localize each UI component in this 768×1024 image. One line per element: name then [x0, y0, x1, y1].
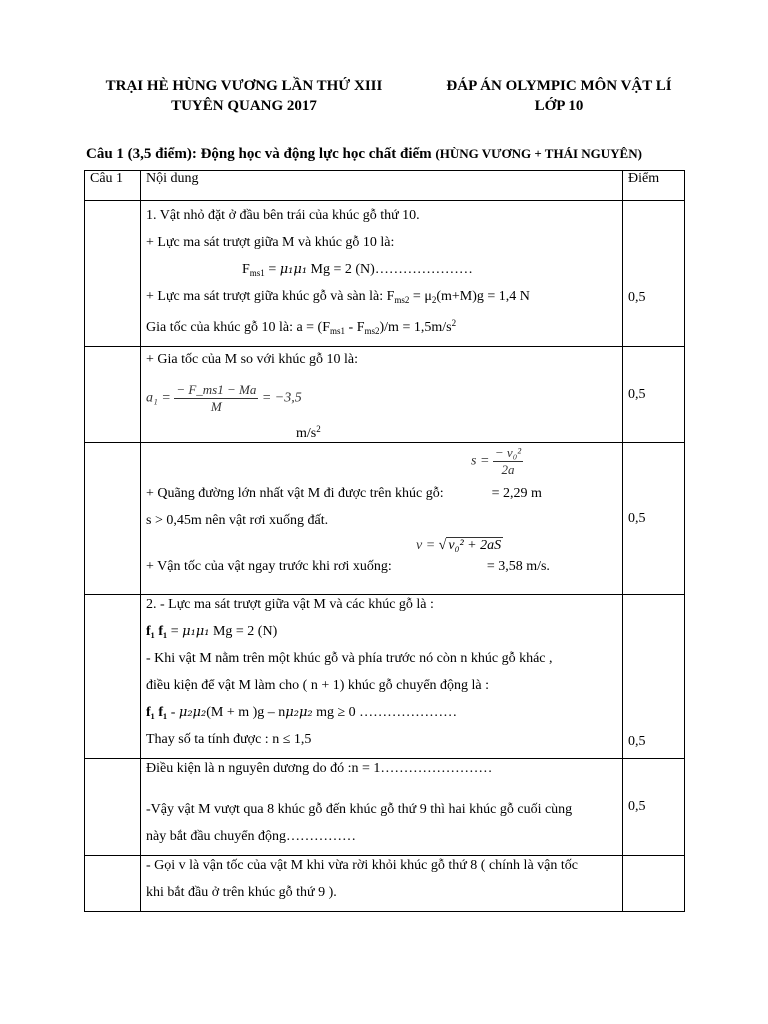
row5-line1: Điều kiện là n nguyên dương do đó :n = 1……………………: [146, 761, 493, 776]
row3-line1-text: + Quãng đường lớn nhất vật M đi được trên khúc gỗ:: [146, 486, 444, 501]
header-cau: Câu 1: [85, 171, 141, 201]
row1-line2: + Lực ma sát trượt giữa M và khúc gỗ 10 là:: [146, 235, 395, 250]
mu2-symbol: μ₂μ₂: [178, 705, 207, 720]
v-formula: [146, 538, 617, 558]
header-left-line2: TUYÊN QUANG 2017: [171, 98, 317, 114]
s-numerator: − v₀²: [494, 445, 522, 460]
row6-line2: khi bắt đầu ở trên khúc gỗ thứ 9 ).: [146, 885, 337, 900]
row2-content: [141, 347, 623, 443]
s-denominator: 2a: [501, 462, 515, 477]
header-diem: Điểm: [623, 171, 685, 201]
row3-content: [141, 443, 623, 595]
eq-sign-2: =: [167, 624, 183, 639]
row4-line6: Thay số ta tính được : n ≤ 1,5: [146, 732, 312, 747]
row4-line5: [146, 704, 617, 731]
row6-content: [141, 856, 623, 912]
row4-score: 0,5: [623, 595, 685, 759]
row1-score: 0,5: [623, 201, 685, 347]
row1-line5-mid: - F: [345, 320, 365, 335]
table-row: [85, 443, 685, 595]
f1-symbol: f₁ f₁: [146, 624, 168, 639]
fms1-symbol: F: [242, 262, 250, 277]
a1-fraction: [174, 382, 258, 415]
header-right-line2: LỚP 10: [534, 98, 584, 114]
f1-symbol-b: f₁ f₁: [146, 705, 168, 720]
s-fraction: [493, 445, 523, 478]
row3-line1: [146, 485, 617, 512]
s-formula: [146, 445, 617, 485]
row1-line4-end: (m+M)g = 1,4 N: [436, 289, 530, 304]
row2-score: 0,5: [623, 347, 685, 443]
row4-line2-rest: Mg = 2 (N): [209, 624, 278, 639]
row4-line2: [146, 623, 617, 650]
mu1-symbol: μ₁μ₁: [182, 624, 210, 639]
row3-line3-text: + Vận tốc của vật ngay trước khi rơi xuống:: [146, 559, 392, 574]
row3-line3-value: = 3,58 m/s.: [486, 559, 550, 574]
row1-line1: 1. Vật nhỏ đặt ở đầu bên trái của khúc gỗ thứ 10.: [146, 208, 420, 223]
row5-content: [141, 759, 623, 856]
sqrt-sign: √: [438, 538, 447, 553]
row1-line4-mid: = μ: [409, 289, 432, 304]
question-heading: [86, 146, 642, 163]
row4-content: [141, 595, 623, 759]
v-radicand: v₀² + 2aS: [448, 538, 502, 553]
row1-line4-text: + Lực ma sát trượt giữa khúc gỗ và sàn là: F: [146, 289, 395, 304]
square-sup: 2: [451, 318, 457, 328]
fms2-sub-b: ms2: [364, 326, 380, 336]
row1-line5-end: )/m = 1,5m/s: [379, 320, 452, 335]
row3-line2: s > 0,45m nên vật rơi xuống đất.: [146, 513, 329, 528]
row4-line1: 2. - Lực ma sát trượt giữa vật M và các khúc gỗ là :: [146, 597, 434, 612]
a1-denominator: M: [210, 399, 222, 414]
row1-line5-text: Gia tốc của khúc gỗ 10 là: a = (F: [146, 320, 331, 335]
fms2-sub: ms2: [394, 295, 410, 305]
header-noi-dung: Nội dung: [141, 171, 623, 201]
question-source: (HÙNG VƯƠNG + THÁI NGUYÊN): [435, 146, 642, 161]
question-title: Câu 1 (3,5 điểm): Động học và động lực học chất điểm: [86, 146, 432, 162]
header-right: [428, 76, 690, 116]
table-row: [85, 759, 685, 856]
a1-lhs: a₁ =: [146, 390, 171, 406]
s-lhs: s =: [471, 453, 490, 469]
row1-line3-rest: Mg = 2 (N)…………………: [307, 262, 473, 277]
fms1-sub-b: ms1: [330, 326, 346, 336]
row4-line3: - Khi vật M nằm trên một khúc gỗ và phía trước nó còn n khúc gỗ khác ,: [146, 651, 553, 666]
answer-table: [84, 170, 685, 912]
v-lhs: v =: [416, 538, 436, 553]
a1-numerator: − F_ms1 − Ma: [176, 382, 257, 397]
table-row: [85, 856, 685, 912]
row4-line5-mid: (M + m )g – n: [206, 705, 286, 720]
table-header-row: [85, 171, 685, 201]
mu2-sub: 2: [431, 295, 437, 305]
row3-line1-value: = 2,29 m: [491, 486, 542, 501]
header-left: [82, 76, 406, 116]
mu2-symbol-b: μ₂μ₂: [285, 705, 313, 720]
row3-line3: [146, 558, 617, 585]
header-right-line1: ĐÁP ÁN OLYMPIC MÔN VẬT LÍ: [446, 78, 672, 94]
row5-line3: này bắt đầu chuyển động……………: [146, 829, 356, 844]
table-row: [85, 347, 685, 443]
row4-line4: điều kiện để vật M làm cho ( n + 1) khúc gỗ chuyển động là :: [146, 678, 490, 693]
header-left-line1: TRẠI HÈ HÙNG VƯƠNG LẦN THỨ XIII: [105, 78, 383, 94]
row5-score: 0,5: [623, 759, 685, 856]
table-row: [85, 201, 685, 347]
a1-rhs: = −3,5: [261, 390, 302, 406]
row2-line1: + Gia tốc của M so với khúc gỗ 10 là:: [146, 352, 359, 367]
minus-sign: -: [167, 705, 179, 720]
row6-line1: - Gọi v là vận tốc của vật M khi vừa rời khỏi khúc gỗ thứ 8 ( chính là vận tốc: [146, 858, 578, 873]
row1-line4: [146, 288, 617, 315]
row3-score: 0,5: [623, 443, 685, 595]
row2-equation: [146, 378, 617, 424]
fms1-sub: ms1: [249, 268, 265, 278]
mu-symbol: μ₁μ₁: [279, 262, 308, 277]
unit-sup: 2: [316, 424, 321, 434]
row5-line2: -Vậy vật M vượt qua 8 khúc gỗ đến khúc gỗ thứ 9 thì hai khúc gỗ cuối cùng: [146, 802, 573, 817]
unit-text: m/s: [296, 426, 317, 441]
row4-line5-end: mg ≥ 0 …………………: [312, 705, 458, 720]
row1-content: [141, 201, 623, 347]
row1-line3: [146, 261, 617, 288]
row1-line5: [146, 315, 617, 342]
table-row: [85, 595, 685, 759]
row2-unit: [146, 424, 617, 442]
eq-sign: =: [264, 262, 280, 277]
